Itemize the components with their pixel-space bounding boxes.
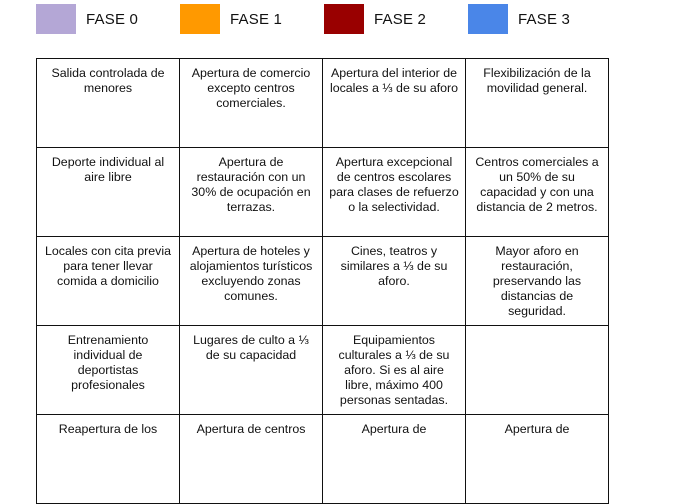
- legend-item-fase-0: [36, 4, 180, 34]
- legend-item-fase-1: [180, 4, 324, 34]
- table-cell: Mayor aforo en restauración, preservando las distancias de seguridad.: [466, 237, 609, 326]
- table-cell: Apertura de centros: [180, 415, 323, 504]
- legend-label-fase-0: FASE 0: [86, 10, 139, 28]
- table-cell: Salida controlada de menores: [37, 59, 180, 148]
- legend-label-fase-2: FASE 2: [374, 10, 427, 28]
- table-cell: Centros comerciales a un 50% de su capacidad y con una distancia de 2 metros.: [466, 148, 609, 237]
- table-cell: Apertura de restauración con un 30% de ocupación en terrazas.: [180, 148, 323, 237]
- table-cell: Apertura de: [323, 415, 466, 504]
- table-cell: Deporte individual al aire libre: [37, 148, 180, 237]
- legend-item-fase-2: [324, 4, 468, 34]
- table-cell: Entrenamiento individual de deportistas profesionales: [37, 326, 180, 415]
- phase-legend: [36, 4, 612, 34]
- table-cell: Apertura de comercio excepto centros comerciales.: [180, 59, 323, 148]
- table-cell: Lugares de culto a ⅓ de su capacidad: [180, 326, 323, 415]
- table-cell: Flexibilización de la movilidad general.: [466, 59, 609, 148]
- table-cell: [466, 326, 609, 415]
- table-cell: Reapertura de los: [37, 415, 180, 504]
- table-cell: Apertura excepcional de centros escolares para clases de refuerzo o la selectividad.: [323, 148, 466, 237]
- table-cell: Equipamientos culturales a ⅓ de su aforo. Si es al aire libre, máximo 400 personas sentadas.: [323, 326, 466, 415]
- table-cell: Locales con cita previa para tener llevar comida a domicilio: [37, 237, 180, 326]
- table-cell: Cines, teatros y similares a ⅓ de su aforo.: [323, 237, 466, 326]
- legend-swatch-fase-3: [468, 4, 508, 34]
- legend-swatch-fase-1: [180, 4, 220, 34]
- legend-swatch-fase-2: [324, 4, 364, 34]
- legend-item-fase-3: [468, 4, 612, 34]
- phases-table: [36, 58, 609, 504]
- legend-label-fase-3: FASE 3: [518, 10, 571, 28]
- legend-label-fase-1: FASE 1: [230, 10, 283, 28]
- table-cell: Apertura del interior de locales a ⅓ de su aforo: [323, 59, 466, 148]
- legend-swatch-fase-0: [36, 4, 76, 34]
- table-cell: Apertura de: [466, 415, 609, 504]
- table-cell: Apertura de hoteles y alojamientos turísticos excluyendo zonas comunes.: [180, 237, 323, 326]
